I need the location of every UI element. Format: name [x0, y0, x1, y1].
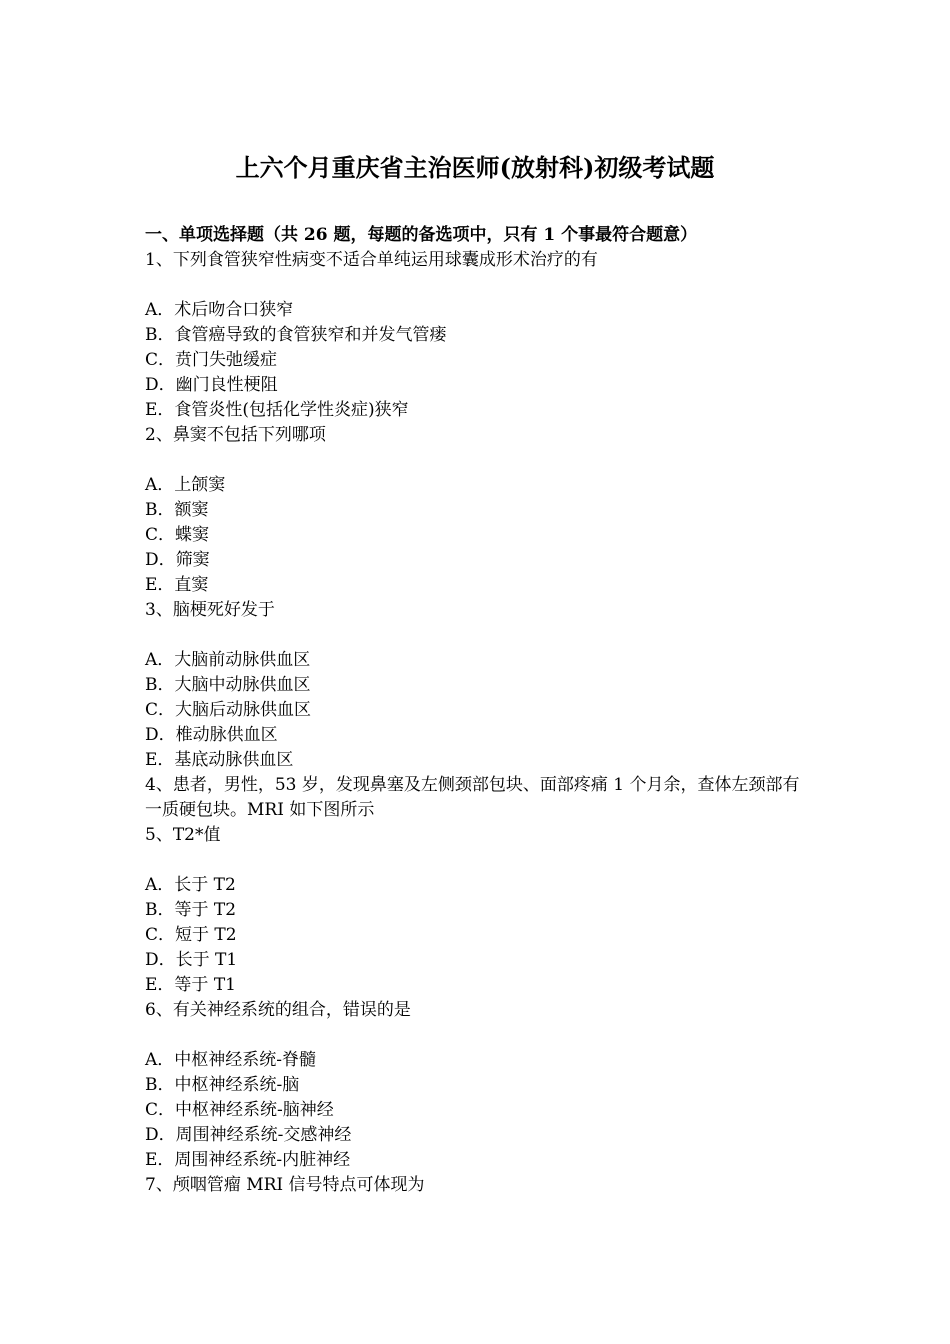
answer-option: B．大脑中动脉供血区	[145, 675, 311, 695]
answer-option: B．等于 T2	[145, 900, 237, 920]
answer-option: E．周围神经系统-内脏神经	[145, 1150, 351, 1170]
question-text: 6、有关神经系统的组合，错误的是	[145, 1000, 411, 1020]
answer-option: A．术后吻合口狭窄	[145, 300, 294, 320]
answer-option: C．蝶窦	[145, 525, 210, 545]
answer-option: D．椎动脉供血区	[145, 725, 278, 745]
question-text: 4、患者，男性，53 岁，发现鼻塞及左侧颈部包块、面部疼痛 1 个月余，查体左颈部有一质硬包块。MRI 如下图所示	[145, 775, 800, 820]
answer-option: A．长于 T2	[145, 875, 236, 895]
answer-option: A．上颌窦	[145, 475, 226, 495]
answer-option: E．基底动脉供血区	[145, 750, 294, 770]
answer-option: B．额窦	[145, 500, 209, 520]
answer-option: D．长于 T1	[145, 950, 238, 970]
question-item	[145, 1173, 815, 1198]
question-item	[145, 823, 815, 998]
document-body	[145, 223, 815, 1198]
question-item	[145, 248, 815, 423]
question-text: 2、鼻窦不包括下列哪项	[145, 425, 326, 445]
answer-option: C．短于 T2	[145, 925, 237, 945]
answer-option: E．食管炎性(包括化学性炎症)狭窄	[145, 400, 409, 420]
question-item	[145, 423, 815, 598]
answer-option: C．大脑后动脉供血区	[145, 700, 312, 720]
answer-option: A．大脑前动脉供血区	[145, 650, 311, 670]
question-text: 3、脑梗死好发于	[145, 600, 275, 620]
answer-option: C．贲门失弛缓症	[145, 350, 278, 370]
question-text: 7、颅咽管瘤 MRI 信号特点可体现为	[145, 1175, 425, 1195]
answer-option: C．中枢神经系统-脑神经	[145, 1100, 334, 1120]
question-text: 5、T2*值	[145, 825, 221, 845]
question-text: 1、下列食管狭窄性病变不适合单纯运用球囊成形术治疗的有	[145, 250, 598, 270]
answer-option: D．筛窦	[145, 550, 210, 570]
answer-option: A．中枢神经系统-脊髓	[145, 1050, 317, 1070]
question-item	[145, 773, 815, 823]
answer-option: B．中枢神经系统-脑	[145, 1075, 300, 1095]
answer-option: D．幽门良性梗阻	[145, 375, 278, 395]
question-list	[145, 248, 815, 1198]
answer-option: D．周围神经系统-交感神经	[145, 1125, 352, 1145]
answer-option: E．等于 T1	[145, 975, 236, 995]
answer-option: E．直窦	[145, 575, 209, 595]
section-heading: 一、单项选择题（共 26 题，每题的备选项中，只有 1 个事最符合题意）	[145, 225, 698, 245]
answer-option: B．食管癌导致的食管狭窄和并发气管瘘	[145, 325, 447, 345]
document-title: 上六个月重庆省主治医师(放射科)初级考试题	[235, 153, 715, 182]
question-item	[145, 598, 815, 773]
question-item	[145, 998, 815, 1173]
